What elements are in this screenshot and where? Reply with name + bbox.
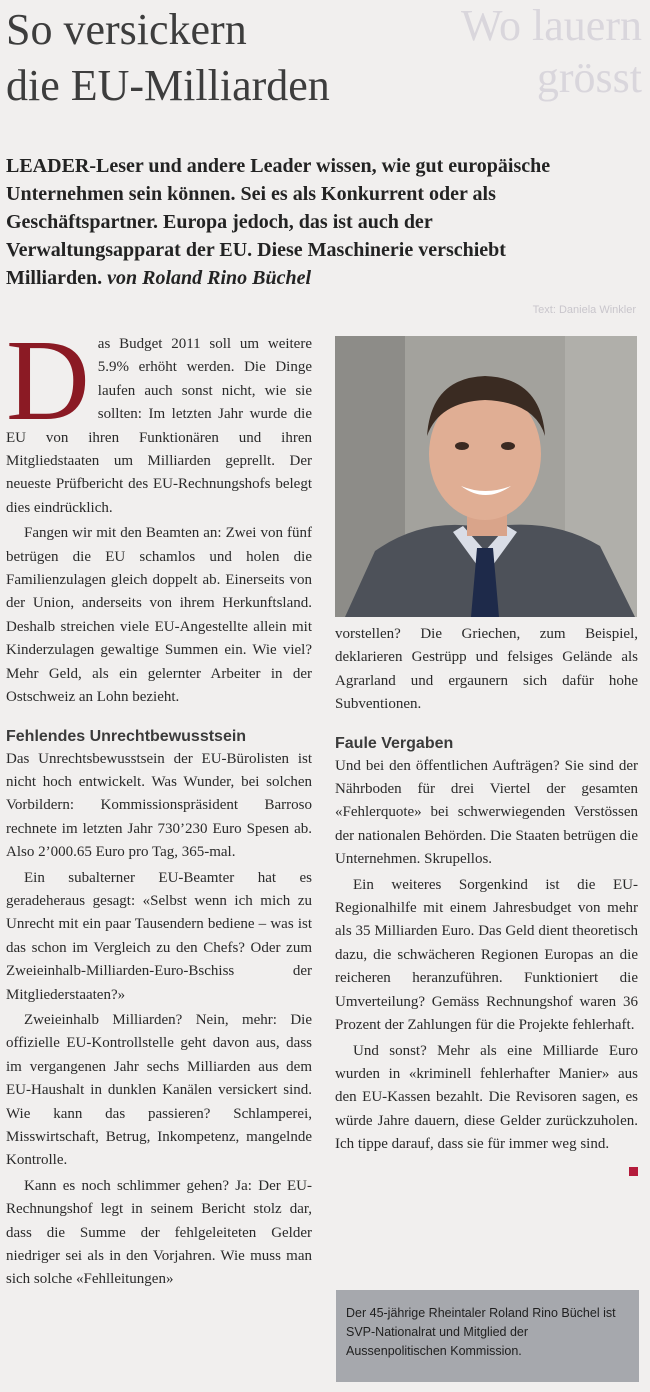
subheading: Fehlendes Unrechtbewusstsein bbox=[6, 727, 247, 745]
article-paragraph-text: Und sonst? Mehr als eine Milliarde Euro wurden in «kriminell fehlerhafter Manier» aus den EU-Kassen bezahlt. Die Revisoren sagen, es würde Jahre dauern, diese Gelder zurückzuholen. Ich tippe darauf, dass sie für immer weg sind. bbox=[335, 1042, 638, 1153]
lead-paragraph bbox=[6, 152, 604, 292]
article-paragraph: vorstellen? Die Griechen, zum Beispiel, deklarieren Gestrüpp und felsiges Gelände als Agrarland und ergaunern sich dafür hohe Subventionen. bbox=[335, 626, 638, 713]
subheading: Faule Vergaben bbox=[335, 734, 454, 752]
article-paragraph: Ein weiteres Sorgenkind ist die EU-Regionalhilfe mit einem Jahresbudget von mehr als 35 Milliarden Euro. Das Geld dient theoretisch dazu, die schwächeren Regionen Europas an die reicheren heranzuführen. Funktioniert die Umverteilung? Gemäss Rechnungshof waren 36 Prozent der Zahlungen für die Projekte fehlerhaft. bbox=[335, 876, 638, 1034]
ghost-credit: Text: Daniela Winkler bbox=[532, 304, 636, 316]
photo-caption: Der 45-jährige Rheintaler Roland Rino Büchel ist SVP-Nationalrat und Mitglied der Aussenpolitischen Kommission. bbox=[336, 1290, 639, 1382]
author-portrait-photo bbox=[335, 336, 637, 617]
article-paragraph: Zweieinhalb Milliarden? Nein, mehr: Die offizielle EU-Kontrollstelle geht davon aus, dass im vergangenen Jahr sechs Milliarden aus dem EU-Haushalt in dunklen Kanälen versickert sind. Wie kann das passieren? Schlamperei, Misswirtschaft, Betrug, Inkompetenz, mangelnde Kontrolle. bbox=[6, 1011, 312, 1169]
article-paragraph: as Budget 2011 soll um weitere 5.9% erhöht werden. Die Dinge laufen auch sonst nicht, wie sie sollten: Im letzten Jahr wurde die EU von ihren Funktionären und ihren Mitgliedstaaten um Milliarden geprellt. Der neueste Prüfbericht des EU-Rechnungshofs belegt dies eindrücklich. bbox=[6, 336, 312, 516]
headline-line-1: So versickern bbox=[6, 5, 247, 54]
headline-line-2: die EU-Milliarden bbox=[6, 61, 330, 110]
lead-text: LEADER-Leser und andere Leader wissen, wie gut europäische Unternehmen sein können. Sei es als Konkurrent oder als Geschäftspartner. Europa jedoch, das ist auch der Verwaltungsapparat der EU. Diese Maschinerie verschiebt Milliarden. bbox=[6, 155, 551, 289]
portrait-illustration bbox=[335, 336, 637, 617]
ghost-headline-line: grösst bbox=[536, 53, 642, 102]
article-paragraph: Kann es noch schlimmer gehen? Ja: Der EU-Rechnungshof legt in seinem Bericht stolz dar, dass die Summe der fehlgeleiteten Gelder niedriger sei als in den Vorjahren. Wie muss man sich solche «Fehlleitungen» bbox=[6, 1177, 312, 1288]
article-column-left bbox=[6, 333, 312, 1392]
ghost-headline-line: Wo lauern bbox=[461, 1, 642, 50]
article-paragraph: Ein subalterner EU-Beamter hat es geradeheraus gesagt: «Selbst wenn ich mich zu Unrecht mit ein paar Tausendern bediene – was ist das schon im Vergleich zu den Chefs? Oder zum Zweieinhalb-Milliarden-Euro-Bschiss der Mitgliederstaaten?» bbox=[6, 869, 312, 1003]
article-column-right bbox=[335, 623, 638, 1176]
end-of-article-icon bbox=[629, 1167, 638, 1176]
article-paragraph bbox=[335, 1040, 638, 1157]
headline bbox=[6, 2, 526, 114]
article-paragraph: Und bei den öffentlichen Aufträgen? Sie sind der Nährboden für drei Viertel der gesamten «Fehlerquote» bei schwerwiegenden Verstössen der nationalen Behörden. Die Staaten betrügen die Unternehmen. Skrupellos. bbox=[335, 757, 638, 868]
article-paragraph: Fangen wir mit den Beamten an: Zwei von fünf betrügen die EU schamlos und holen die Familienzulagen gleich doppelt ab. Einerseits von der Union, anderseits von ihrem Herkunftsland. Deshalb streichen viele EU-Angestellte allein mit Kinderzulagen gewaltige Summen ein. Wie viel? Mehr Geld, als ein gelernter Arbeiter in der Ostschweiz an Lohn bezieht. bbox=[6, 525, 312, 706]
dropcap: D bbox=[6, 333, 90, 445]
author-byline: von Roland Rino Büchel bbox=[107, 267, 312, 289]
article-paragraph: Das Unrechtsbewusstsein der EU-Bürolisten ist nicht hoch entwickelt. Was Wunder, bei solchen Vorbildern: Kommissionspräsident Barroso rechnete im letzten Jahr 730’230 Euro Spesen ab. Also 2’000.65 Euro pro Tag, 365-mal. bbox=[6, 750, 312, 861]
